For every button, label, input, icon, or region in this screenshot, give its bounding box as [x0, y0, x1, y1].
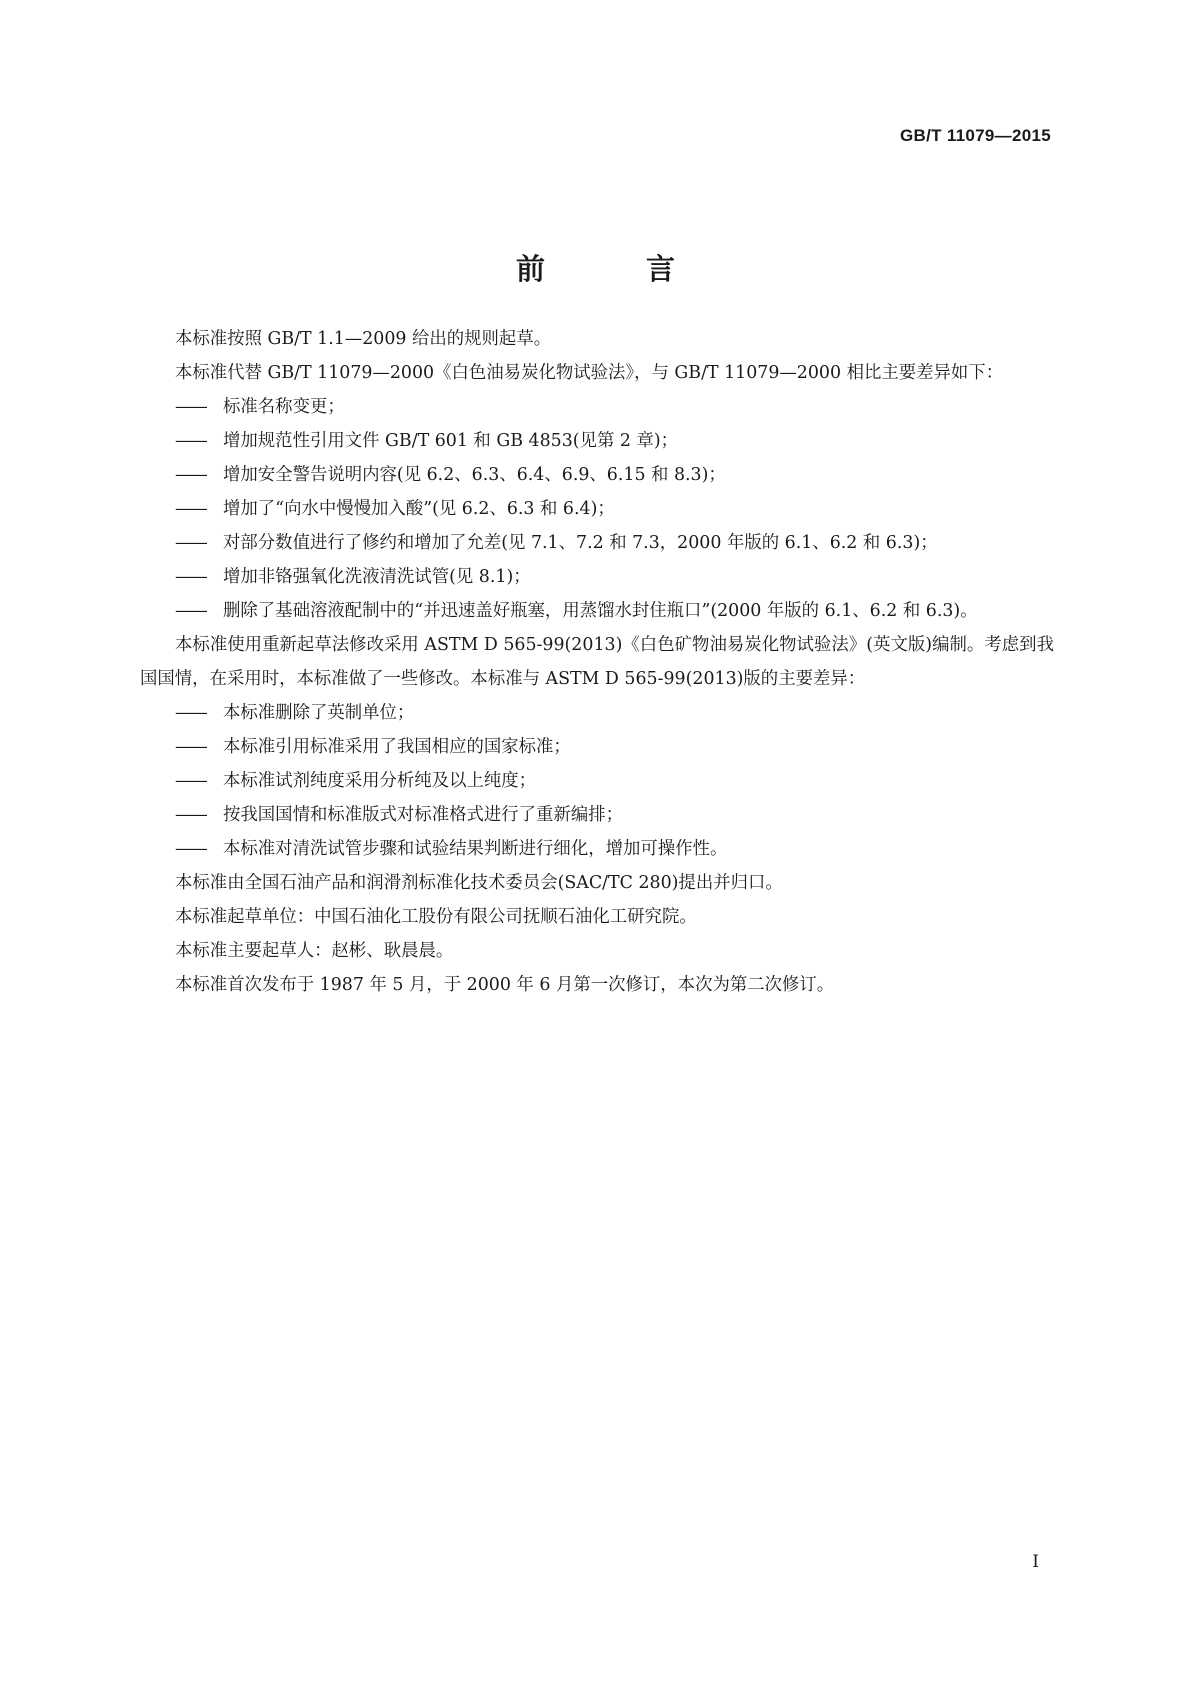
- change-item: [140, 560, 1054, 594]
- difference-item: [140, 696, 1054, 730]
- difference-item: [140, 764, 1054, 798]
- dash-marker: ——: [175, 805, 206, 825]
- replacement-paragraph: 本标准代替 GB/T 11079—2000《白色油易炭化物试验法》，与 GB/T 11079—2000 相比主要差异如下：: [175, 363, 1004, 383]
- drafting-organization-paragraph: 本标准起草单位：中国石油化工股份有限公司抚顺石油化工研究院。: [175, 907, 697, 927]
- change-item: [140, 492, 1054, 526]
- difference-text: 本标准删除了英制单位；: [223, 703, 415, 723]
- drafters-paragraph: 本标准主要起草人：赵彬、耿晨晨。: [175, 941, 454, 961]
- change-text: 增加了“向水中慢慢加入酸”(见 6.2、6.3 和 6.4)；: [223, 499, 615, 519]
- difference-text: 本标准对清洗试管步骤和试验结果判断进行细化，增加可操作性。: [223, 839, 728, 859]
- difference-item: [140, 832, 1054, 866]
- dash-marker: ——: [175, 703, 206, 723]
- dash-marker: ——: [175, 839, 206, 859]
- dash-marker: ——: [175, 499, 206, 519]
- dash-marker: ——: [175, 465, 206, 485]
- change-item: [140, 458, 1054, 492]
- difference-item: [140, 730, 1054, 764]
- difference-text: 本标准引用标准采用了我国相应的国家标准；: [223, 737, 571, 757]
- dash-marker: ——: [175, 601, 206, 621]
- dash-marker: ——: [175, 431, 206, 451]
- foreword-body: [140, 322, 1054, 1002]
- change-text: 对部分数值进行了修约和增加了允差(见 7.1、7.2 和 7.3，2000 年版的 6.1、6.2 和 6.3)；: [223, 533, 938, 553]
- change-text: 增加非铬强氧化洗液清洗试管(见 8.1)；: [223, 567, 531, 587]
- change-item: [140, 424, 1054, 458]
- change-item: [140, 526, 1054, 560]
- change-text: 标准名称变更；: [223, 397, 345, 417]
- change-text: 增加规范性引用文件 GB/T 601 和 GB 4853(见第 2 章)；: [223, 431, 679, 451]
- dash-marker: ——: [175, 737, 206, 757]
- committee-paragraph: 本标准由全国石油产品和润滑剂标准化技术委员会(SAC/TC 280)提出并归口。: [175, 873, 783, 893]
- change-item: [140, 390, 1054, 424]
- change-text: 增加安全警告说明内容(见 6.2、6.3、6.4、6.9、6.15 和 8.3)；: [223, 465, 726, 485]
- difference-text: 按我国国情和标准版式对标准格式进行了重新编排；: [223, 805, 623, 825]
- difference-item: [140, 798, 1054, 832]
- revision-history-paragraph: 本标准首次发布于 1987 年 5 月，于 2000 年 6 月第一次修订，本次为第二次修订。: [175, 975, 835, 995]
- astm-adoption-paragraph: 本标准使用重新起草法修改采用 ASTM D 565-99(2013)《白色矿物油易炭化物试验法》(英文版)编制。考虑到我国国情，在采用时，本标准做了一些修改。本标准与 ASTM D 565-99(2013)版的主要差异：: [140, 635, 1054, 689]
- change-text: 删除了基础溶液配制中的“并迅速盖好瓶塞，用蒸馏水封住瓶口”(2000 年版的 6.1、6.2 和 6.3)。: [223, 601, 978, 621]
- change-item: [140, 594, 1054, 628]
- difference-text: 本标准试剂纯度采用分析纯及以上纯度；: [223, 771, 537, 791]
- drafting-rules-paragraph: 本标准按照 GB/T 1.1—2009 给出的规则起草。: [175, 329, 552, 349]
- page-number: I: [1032, 1552, 1039, 1572]
- dash-marker: ——: [175, 397, 206, 417]
- dash-marker: ——: [175, 771, 206, 791]
- page-title: 前 言: [515, 252, 711, 287]
- dash-marker: ——: [175, 533, 206, 553]
- standard-code: GB/T 11079—2015: [900, 126, 1051, 145]
- dash-marker: ——: [175, 567, 206, 587]
